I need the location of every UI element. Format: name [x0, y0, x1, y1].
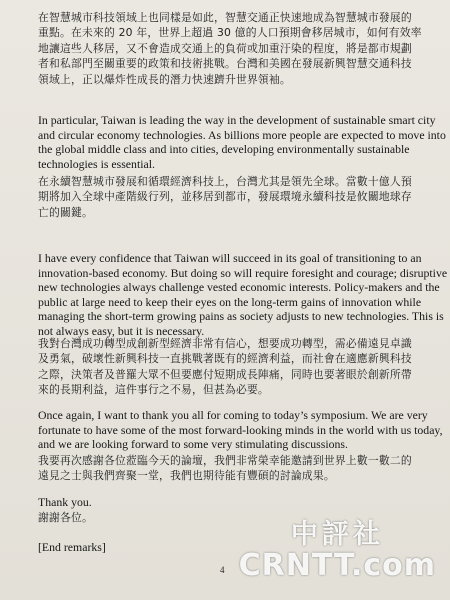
text-line: 重點。在未來的 20 年，世界上超過 30 億的人口預期會移居城市，如何有效率	[38, 26, 422, 40]
text-line: [End remarks]	[38, 540, 106, 554]
paragraph-2-english	[38, 113, 446, 171]
text-line: 及勇氣，破壞性新興科技一直挑戰著既有的經濟利益，而社會在適應新興科技	[38, 352, 412, 366]
text-line: 領域上，正以爆炸性成長的潛力快速躋升世界領袖。	[38, 72, 291, 86]
text-line: managing the short-term growing pains as society adjusts to new technologies. This is	[38, 309, 444, 324]
watermark-latin: CRNTT.com	[238, 548, 436, 583]
text-line: 期將加入全球中產階級行列，並移居到都市，發展環境永續科技是攸關地球存	[38, 190, 412, 204]
paragraph-4-english	[38, 408, 443, 452]
text-line: 者和私部門至關重要的政策和技術挑戰。台灣和美國在發展新興智慧交通科技	[38, 57, 412, 71]
watermark-chinese: 中評社	[290, 519, 384, 550]
text-line: fortunate to have some of the most forward-looking minds in the world with us today,	[38, 422, 443, 437]
text-line: 來的長期利益，這件事行之不易，但甚為必要。	[38, 383, 269, 397]
text-line: 亡的關鍵。	[38, 205, 93, 219]
page-number: 4	[220, 565, 225, 575]
crntt-watermark	[239, 520, 436, 582]
paragraph-2-chinese	[38, 174, 416, 220]
paragraph-3-english	[38, 251, 448, 339]
text-line: public at large need to keep their eyes on the long-term gains of innovation while	[38, 294, 422, 309]
text-line: 之際，決策者及普羅大眾不但要應付短期成長陣痛，同時也要著眼於創新所帶	[38, 367, 412, 381]
paragraph-1-chinese	[38, 10, 422, 87]
text-line: not always easy, but it is necessary.	[38, 323, 205, 338]
text-line: 在智慧城市科技領域上也同樣是如此，智慧交通正快速地成為智慧城市發展的	[38, 11, 412, 24]
text-line: I have every confidence that Taiwan will succeed in its goal of transitioning to an	[38, 251, 422, 265]
text-line: 謝謝各位。	[38, 511, 93, 524]
text-line: 遠見之士與我們齊聚一堂，我們也期待能有豐碩的討論成果。	[38, 469, 335, 483]
paragraph-3-chinese	[38, 336, 416, 398]
text-line: and circular economy technologies. As billions more people are expected to move into	[38, 127, 446, 142]
text-line: 在永續智慧城市發展和循環經濟科技上，台灣尤其是領先全球。當數十億人預	[38, 175, 412, 188]
text-line: and we are looking forward to some very stimulating discussions.	[38, 437, 348, 452]
text-line: the global middle class and into cities, developing environmentally sustainable	[38, 142, 410, 157]
text-line: technologies is essential.	[38, 156, 155, 171]
paragraph-4-chinese	[38, 453, 416, 484]
text-line: Once again, I want to thank you all for coming to today’s symposium. We are very	[38, 408, 428, 422]
text-line: In particular, Taiwan is leading the way in the development of sustainable smart city	[38, 113, 436, 127]
text-line: Thank you.	[38, 495, 92, 509]
text-line: 我對台灣成功轉型成創新型經濟非常有信心，想要成功轉型，需必備遠見卓識	[38, 337, 412, 350]
text-line: new technologies always challenge vested economic interests. Policy-makers and the	[38, 280, 440, 295]
text-line: 地讓這些人移居，又不會造成交通上的負荷或加重汙染的程度，將是都市規劃	[38, 41, 412, 55]
thank-you-english	[38, 495, 416, 510]
text-line: 我要再次感謝各位蒞臨今天的論壇，我們非常榮幸能邀請到世界上數一數二的	[38, 454, 412, 467]
text-line: innovation-based economy. But doing so will require foresight and courage; disruptive	[38, 265, 448, 280]
